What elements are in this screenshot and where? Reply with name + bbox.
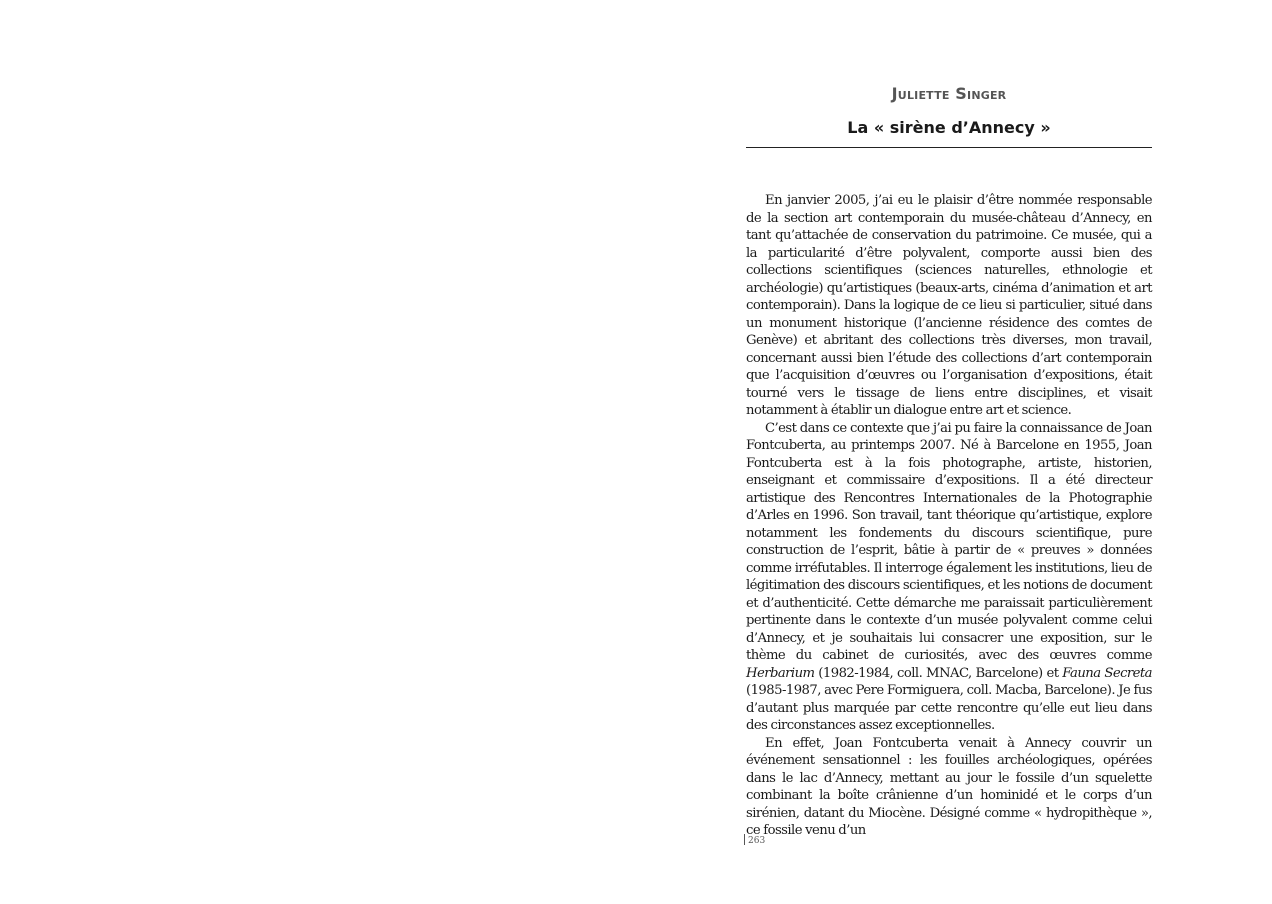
work-title-herbarium: Herbarium bbox=[746, 665, 815, 681]
page-number bbox=[744, 834, 765, 846]
title-rule bbox=[746, 147, 1152, 148]
chapter-title: La « sirène d’Annecy » bbox=[847, 118, 1051, 137]
paragraph-2 bbox=[746, 420, 1152, 735]
folio-bar bbox=[744, 834, 745, 845]
chapter-author: Juliette Singer bbox=[891, 84, 1007, 103]
paragraph-2-text-b: (1982-1984, coll. MNAC, Barcelone) et bbox=[814, 665, 1063, 681]
work-title-fauna-secreta: Fauna Secreta bbox=[1062, 665, 1152, 681]
page-number-text: 263 bbox=[748, 836, 766, 846]
paragraph-3: En effet, Joan Fontcuberta venait à Annecy couvrir un événement sensationnel : les fouilles archéologiques, opérées dans le lac d’Annecy, mettant au jour le fossile d’un squelette combinant la boîte crânienne d’un hominidé et le corps d’un sirénien, datant du Miocène. Désigné comme « hydropithèque », ce fossile venu d’un bbox=[746, 735, 1152, 838]
paragraph-2-text-c: (1985-1987, avec Pere Formiguera, coll. Macba, Barcelone). Je fus d’autant plus marquée par cette rencontre qu’elle eut lieu dans des circonstances assez exceptionnelles. bbox=[746, 683, 1152, 733]
chapter-body bbox=[746, 192, 1152, 840]
paragraph-1: En janvier 2005, j’ai eu le plaisir d’être nommée responsable de la section art contemporain du musée-château d’Annecy, en tant qu’attachée de conservation du patrimoine. Ce musée, qui a la particularité d’être polyvalent, comporte aussi bien des collections scientifiques (sciences naturelles, ethnologie et archéologie) qu’artistiques (beaux-arts, cinéma d’animation et art contemporain). Dans la logique de ce lieu si particulier, situé dans un monument historique (l’ancienne résidence des comtes de Genève) et abritant des collections très diverses, mon travail, concernant aussi bien l’étude des collections d’art contemporain que l’acquisition d’œuvres ou l’organisation d’expositions, était tourné vers le tissage de liens entre disciplines, et visait notamment à établir un dialogue entre art et science. bbox=[746, 193, 1152, 418]
paragraph-2-text-a: C’est dans ce contexte que j’ai pu faire la connaissance de Joan Fontcuberta, au printemps 2007. Né à Barcelone en 1955, Joan Fontcuberta est à la fois photographe, artiste, historien, enseignant et commissaire d’expositions. Il a été directeur artistique des Rencontres Internationales de la Photographie d’Arles en 1996. Son travail, tant théorique qu’artistique, explore notamment les fondements du discours scientifique, pure construction de l’esprit, bâtie à partir de « preuves » données comme irréfutables. Il interroge également les institutions, lieu de légitimation des discours scientifiques, et les notions de document et d’authenticité. Cette démarche me paraissait particulièrement pertinente dans le contexte d’un musée polyvalent comme celui d’Annecy, et je souhaitais lui consacrer une exposition, sur le thème du cabinet de curiosités, avec des œuvres comme bbox=[746, 420, 1152, 663]
